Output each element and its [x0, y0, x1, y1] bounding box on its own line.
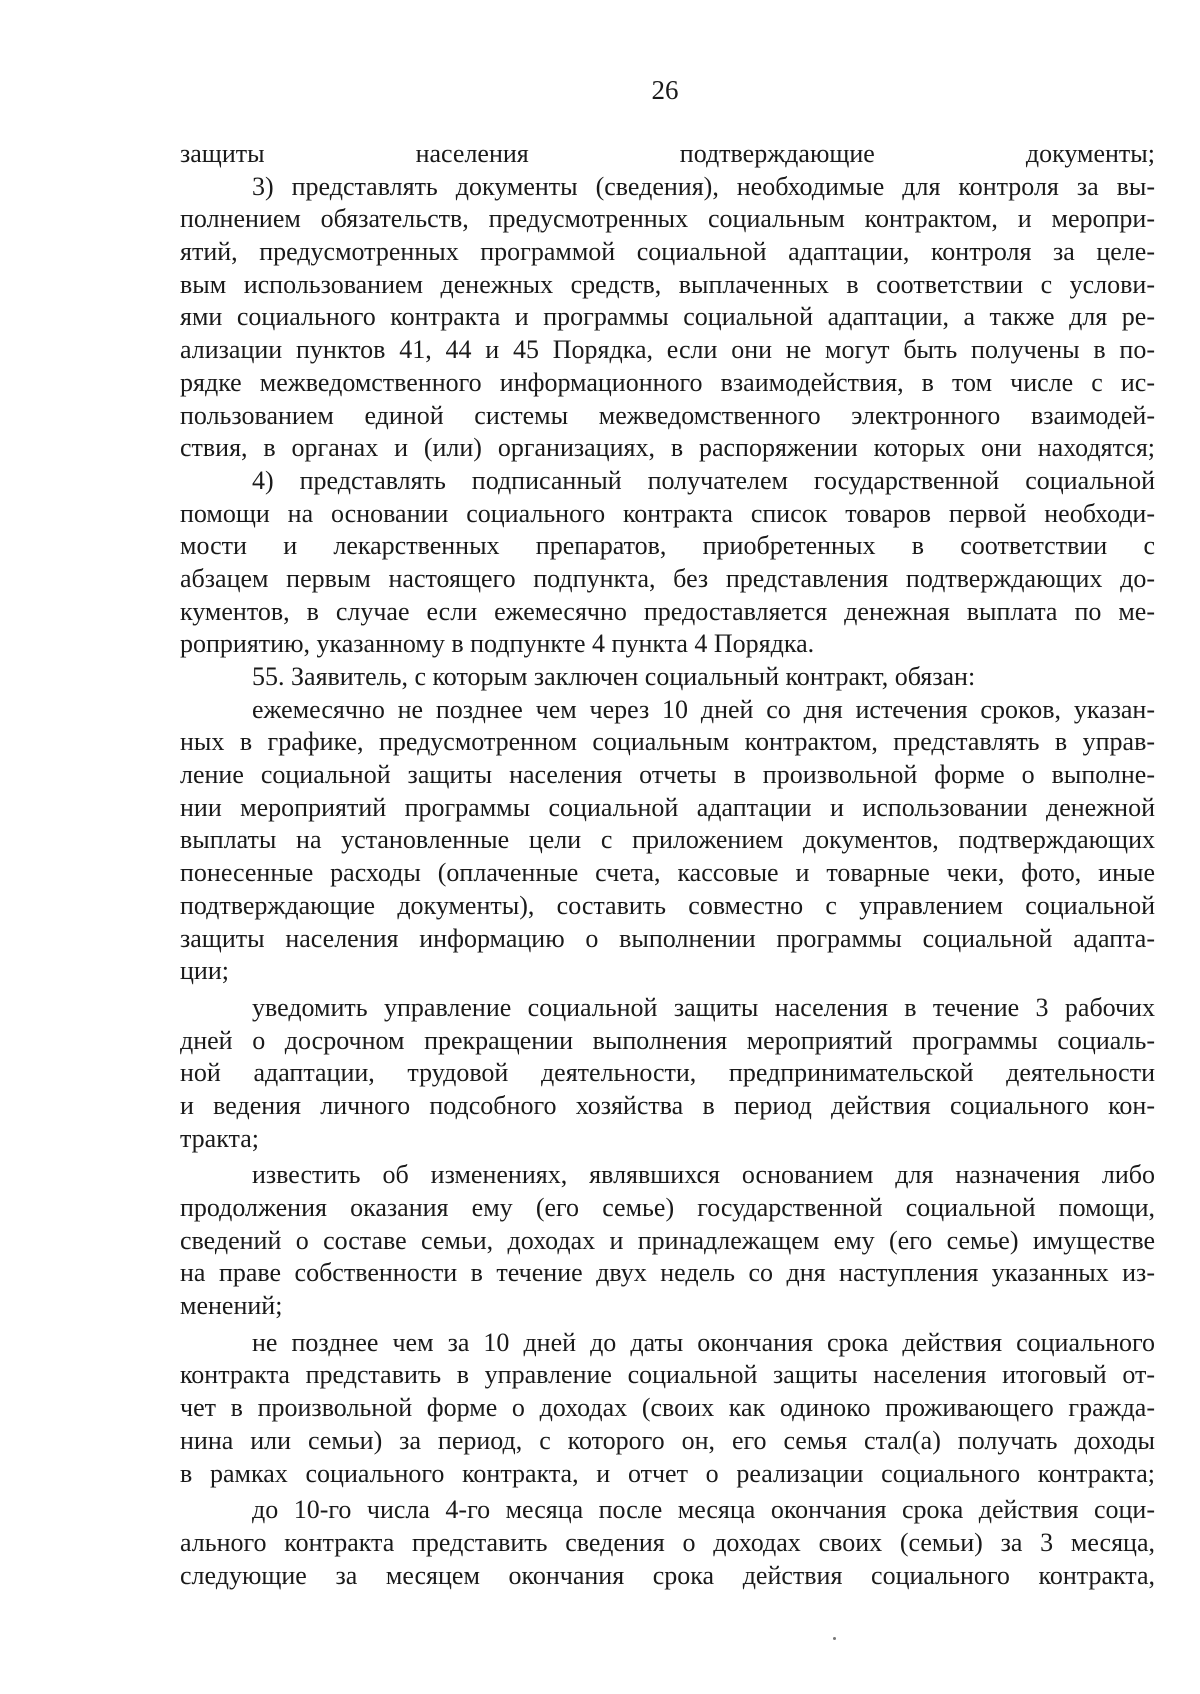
- text-line: вым использованием денежных средств, выплаченных в соответствии с услови-: [180, 269, 1155, 299]
- text-line: ных в графике, предусмотренном социальным контрактом, представлять в управ-: [180, 727, 1155, 757]
- text-line: мости и лекарственных препаратов, приобретенных в соответствии с: [180, 531, 1155, 561]
- text-line: защиты населения информацию о выполнении программы социальной адапта-: [180, 923, 1155, 953]
- text-line: дней о досрочном прекращении выполнения мероприятий программы социаль-: [180, 1025, 1155, 1055]
- text-line: рядке межведомственного информационного взаимодействия, в том числе с ис-: [180, 367, 1155, 397]
- text-line: кументов, в случае если ежемесячно предоставляется денежная выплата по ме-: [180, 596, 1155, 626]
- text-line: ятий, предусмотренных программой социальной адаптации, контроля за целе-: [180, 237, 1155, 267]
- text-line: уведомить управление социальной защиты населения в течение 3 рабочих: [252, 992, 1155, 1022]
- text-line: в рамках социального контракта, и отчет о реализации социального контракта;: [180, 1458, 1155, 1488]
- text-line: защиты населения подтверждающие документы;: [180, 139, 1155, 168]
- text-line: 55. Заявитель, с которым заключен социальный контракт, обязан:: [252, 662, 976, 691]
- text-line: сведений о составе семьи, доходах и принадлежащем ему (его семье) имуществе: [180, 1225, 1155, 1255]
- text-line: чет в произвольной форме о доходах (своих как одиноко проживающего гражда-: [180, 1393, 1155, 1423]
- page-number: 26: [651, 75, 679, 105]
- text-line: известить об изменениях, являвшихся основанием для назначения либо: [252, 1160, 1155, 1190]
- text-line: на праве собственности в течение двух недель со дня наступления указанных из-: [180, 1258, 1155, 1288]
- text-line: ального контракта представить сведения о доходах своих (семьи) за 3 месяца,: [180, 1527, 1155, 1557]
- text-line: не позднее чем за 10 дней до даты окончания срока действия социального: [252, 1327, 1155, 1357]
- document-body: [180, 138, 1155, 1592]
- text-line: подтверждающие документы), составить совместно с управлением социальной: [180, 890, 1155, 920]
- text-line: 3) представлять документы (сведения), необходимые для контроля за вы-: [252, 171, 1155, 201]
- text-line: полнением обязательств, предусмотренных социальным контрактом, и меропри-: [180, 204, 1155, 234]
- text-line: ствия, в органах и (или) организациях, в распоряжении которых они находятся;: [180, 433, 1155, 463]
- text-line: выплаты на установленные цели с приложением документов, подтверждающих: [180, 825, 1155, 855]
- text-line: ной адаптации, трудовой деятельности, предпринимательской деятельности: [180, 1058, 1155, 1088]
- text-line: ализации пунктов 41, 44 и 45 Порядка, если они не могут быть получены в по-: [180, 335, 1155, 365]
- text-line: до 10-го числа 4-го месяца после месяца окончания срока действия соци-: [252, 1495, 1155, 1525]
- text-line: ями социального контракта и программы социальной адаптации, а также для ре-: [180, 302, 1155, 332]
- text-line: ление социальной защиты населения отчеты в произвольной форме о выполне-: [180, 760, 1155, 790]
- text-line: ежемесячно не позднее чем через 10 дней со дня истечения сроков, указан-: [252, 694, 1155, 724]
- text-line: контракта представить в управление социальной защиты населения итоговый от-: [180, 1360, 1155, 1390]
- text-line: понесенные расходы (оплаченные счета, кассовые и товарные чеки, фото, иные: [180, 858, 1155, 888]
- text-line: помощи на основании социального контракта список товаров первой необходи-: [180, 498, 1155, 528]
- text-line: абзацем первым настоящего подпункта, без представления подтверждающих до-: [180, 563, 1155, 593]
- text-line: и ведения личного подсобного хозяйства в период действия социального кон-: [180, 1090, 1155, 1120]
- text-line: нии мероприятий программы социальной адаптации и использовании денежной: [180, 792, 1155, 822]
- text-line: нина или семьи) за период, с которого он, его семья стал(а) получать доходы: [180, 1425, 1155, 1455]
- text-line: менений;: [180, 1291, 283, 1321]
- text-line: тракта;: [180, 1123, 259, 1153]
- text-line: 4) представлять подписанный получателем государственной социальной: [252, 465, 1155, 495]
- scan-speck: [833, 1637, 836, 1640]
- text-line: роприятию, указанному в подпункте 4 пункта 4 Порядка.: [180, 629, 815, 659]
- text-line: пользованием единой системы межведомственного электронного взаимодей-: [180, 400, 1155, 430]
- text-line: продолжения оказания ему (его семье) государственной социальной помощи,: [180, 1193, 1155, 1222]
- text-line: ции;: [180, 956, 229, 986]
- text-line: следующие за месяцем окончания срока действия социального контракта,: [180, 1560, 1155, 1590]
